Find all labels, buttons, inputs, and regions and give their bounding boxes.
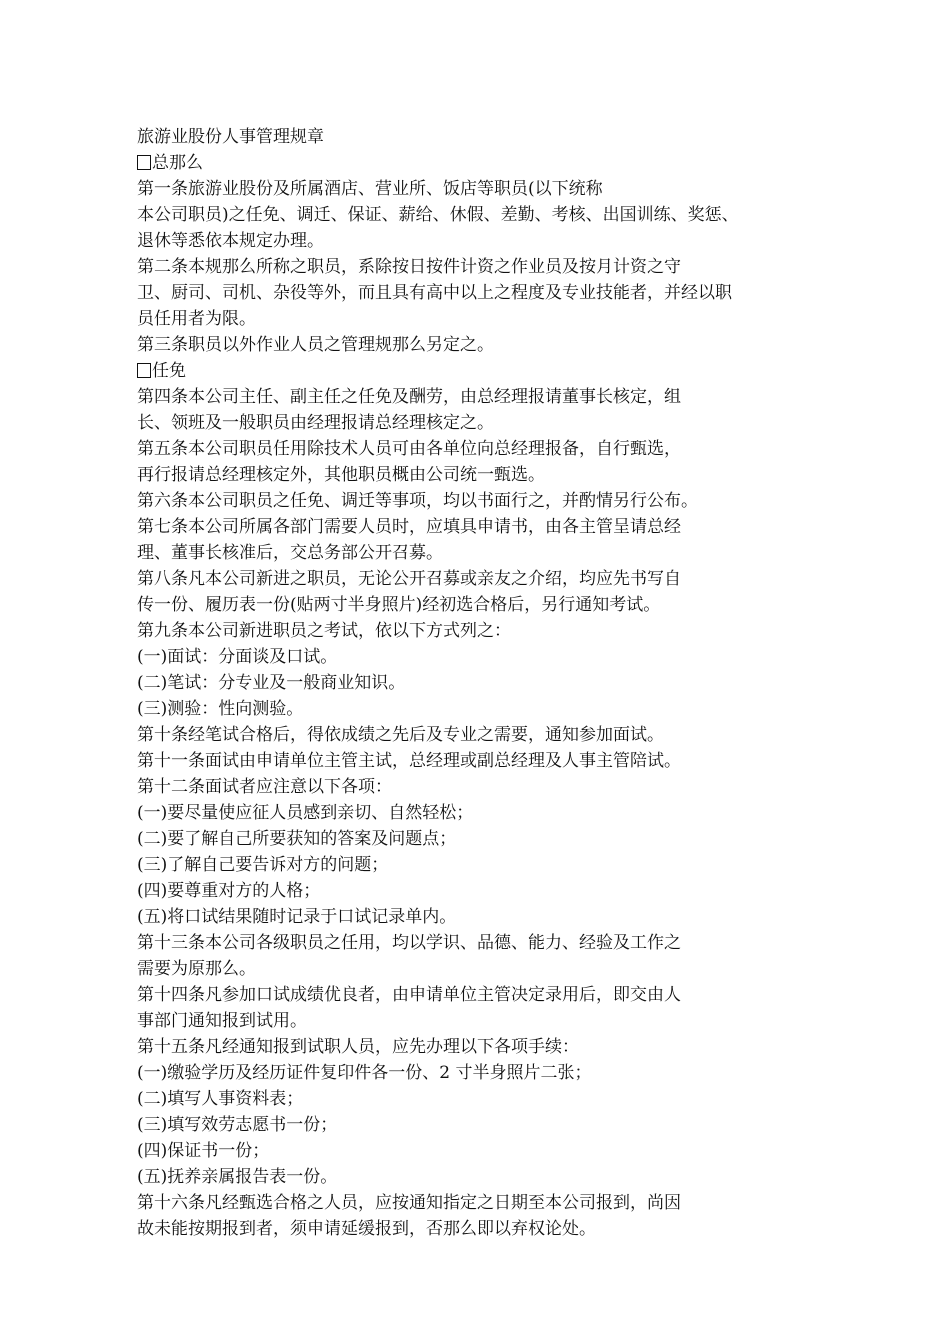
text-line: (三)了解自己要告诉对方的问题； (137, 855, 389, 875)
text-line: 第四条本公司主任、副主任之任免及酬劳，由总经理报请董事长核定，组 (137, 387, 681, 407)
text-line: 第七条本公司所属各部门需要人员时，应填具申请书，由各主管呈请总经 (137, 517, 681, 537)
text-line: 退休等悉依本规定办理。 (137, 231, 324, 251)
text-line: 再行报请总经理核定外，其他职员概由公司统一甄选。 (137, 465, 545, 485)
text-line: 本公司职员)之任免、调迁、保证、薪给、休假、差勤、考核、出国训练、奖惩、 (137, 205, 739, 225)
text-line: (四)保证书一份； (137, 1141, 270, 1161)
text-line: 传一份、履历表一份(贴两寸半身照片)经初选合格后，另行通知考试。 (137, 595, 661, 615)
text-line: (二)要了解自己所要获知的答案及问题点； (137, 829, 457, 849)
text-line: 故未能按期报到者，须申请延缓报到，否那么即以弃权论处。 (137, 1219, 596, 1239)
text-line: 第十二条面试者应注意以下各项： (137, 777, 392, 797)
text-line: (二)填写人事资料表； (137, 1089, 304, 1109)
text-line: 第十三条本公司各级职员之任用，均以学识、品德、能力、经验及工作之 (137, 933, 681, 953)
document-body (137, 124, 837, 1242)
text-line: (五)抚养亲属报告表一份。 (137, 1167, 338, 1187)
text-line: (三)测验：性向测验。 (137, 699, 304, 719)
text-line: (五)将口试结果随时记录于口试记录单内。 (137, 907, 457, 927)
text-line: 理、董事长核准后，交总务部公开召募。 (137, 543, 443, 563)
text-line: 第一条旅游业股份及所属酒店、营业所、饭店等职员(以下统称 (137, 179, 603, 199)
text-line: 第十四条凡参加口试成绩优良者，由申请单位主管决定录用后，即交由人 (137, 985, 681, 1005)
text-line: 员任用者为限。 (137, 309, 256, 329)
text-line: 第十六条凡经甄选合格之人员，应按通知指定之日期至本公司报到，尚因 (137, 1193, 681, 1213)
text-line: (一)缴验学历及经历证件复印件各一份、2 寸半身照片二张； (137, 1063, 592, 1083)
text-line: 第八条凡本公司新进之职员，无论公开召募或亲友之介绍，均应先书写自 (137, 569, 681, 589)
document-lines (137, 150, 837, 1242)
text-line: 第三条职员以外作业人员之管理规那么另定之。 (137, 335, 494, 355)
text-line: (一)要尽量使应征人员感到亲切、自然轻松； (137, 803, 474, 823)
text-line: 长、领班及一般职员由经理报请总经理核定之。 (137, 413, 494, 433)
text-line: 第十条经笔试合格后，得依成绩之先后及专业之需要，通知参加面试。 (137, 725, 664, 745)
checkbox-square-icon (137, 155, 151, 170)
text-line: (二)笔试：分专业及一般商业知识。 (137, 673, 406, 693)
text-line: 第六条本公司职员之任免、调迁等事项，均以书面行之，并酌情另行公布。 (137, 491, 698, 511)
section-heading (137, 358, 837, 384)
text-line: 第五条本公司职员任用除技术人员可由各单位向总经理报备，自行甄选， (137, 439, 681, 459)
text-line: 第十一条面试由申请单位主管主试，总经理或副总经理及人事主管陪试。 (137, 751, 681, 771)
text-line: (四)要尊重对方的人格； (137, 881, 321, 901)
section-heading (137, 150, 837, 176)
text-line: (一)面试：分面谈及口试。 (137, 647, 338, 667)
checkbox-square-icon (137, 363, 151, 378)
text-line: 第十五条凡经通知报到试职人员，应先办理以下各项手续： (137, 1037, 579, 1057)
text-line: 事部门通知报到试用。 (137, 1011, 307, 1031)
text-line: (三)填写效劳志愿书一份； (137, 1115, 338, 1135)
section-heading-text: 任免 (152, 361, 186, 381)
section-heading-text: 总那么 (152, 153, 203, 173)
document-title: 旅游业股份人事管理规章 (137, 127, 324, 147)
text-line: 第九条本公司新进职员之考试，依以下方式列之： (137, 621, 511, 641)
text-line: 需要为原那么。 (137, 959, 256, 979)
text-line: 卫、厨司、司机、杂役等外，而且具有高中以上之程度及专业技能者，并经以职 (137, 283, 732, 303)
text-line: 第二条本规那么所称之职员，系除按日按件计资之作业员及按月计资之守 (137, 257, 681, 277)
